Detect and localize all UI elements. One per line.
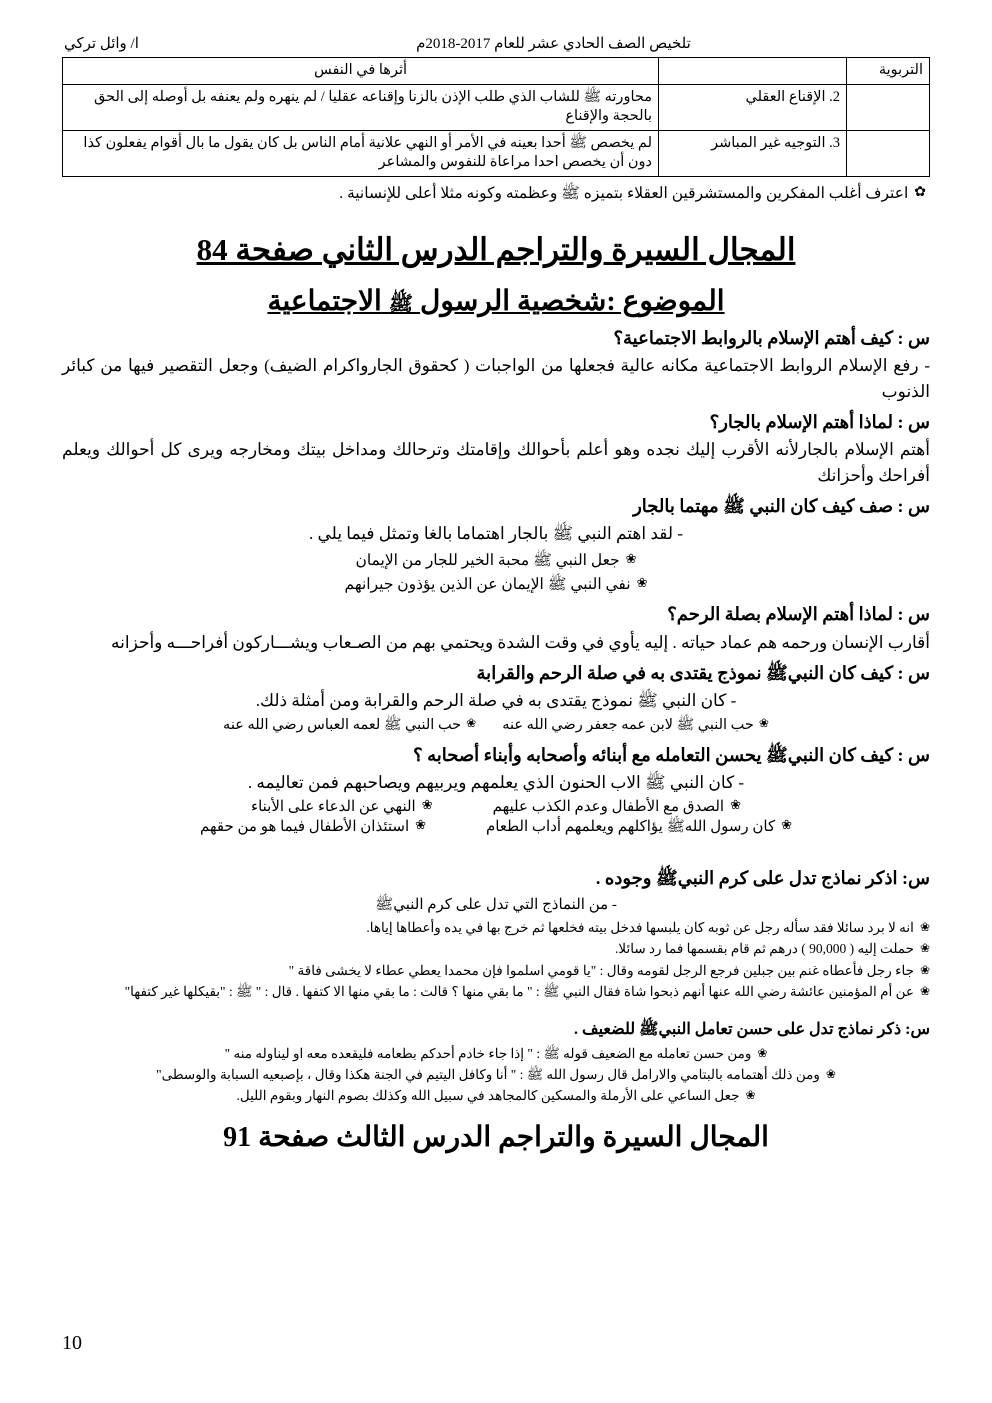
answer: أقارب الإنسان ورحمه هم عماد حياته . إليه يأوي في وقت الشدة ويحتمي بهم من الصـعاب ويشـــاركون أفراحـــه وأحزانه [111, 632, 930, 652]
list-item [493, 797, 741, 816]
answer: - لقد اهتم النبي ﷺ بالجار اهتماما بالغا وتمثل فيما يلي . [309, 524, 683, 544]
topic-title [62, 284, 930, 320]
list-item-label: نفي النبي ﷺ الإيمان عن الذين يؤذون جيرانهم [344, 576, 631, 594]
table-row [63, 84, 930, 130]
list-item-label: ومن ذلك أهتمامه بالبتامي والارامل قال رسول الله ﷺ : " أنا وكافل اليتيم في الجنة هكذا وقال ، بإصبعيه السبابة والوسطى" [156, 1066, 820, 1082]
list-item [251, 797, 433, 816]
salla-allah-icon: ﷺ [388, 292, 414, 315]
table-cell-blank [847, 130, 930, 176]
list-item-label: جعل النبي ﷺ محبة الخير للجار من الإيمان [355, 551, 620, 569]
answer: - كان النبي ﷺ الاب الحنون الذي يعلمهم ويربيهم ويصاحبهم فمن تعاليمه . [247, 772, 745, 792]
pair-row [62, 817, 930, 839]
topic-title-before: الموضوع :شخصية الرسول [420, 285, 725, 317]
flower-bullet-icon: ❀ [758, 715, 769, 730]
table-header-category: التربوية [847, 58, 930, 85]
list-item-label: حب النبي ﷺ لعمه العباس رضي الله عنه [223, 716, 462, 733]
answer: - كان النبي ﷺ نموذج يقتدى به في صلة الرحم والقرابة ومن أمثلة ذلك. [255, 691, 737, 711]
table-row [63, 130, 930, 176]
list-item [62, 982, 930, 1002]
inline-bullet-row [62, 716, 930, 737]
list-item-label: جعل الساعي على الأرملة والمسكين كالمجاهد في سبيل الله وكذلك بصوم النهار وبقوم الليل. [236, 1088, 740, 1104]
table-cell-effect: محاورته ﷺ للشاب الذي طلب الإذن بالزنا وإقناعه عقليا / لم ينهره ولم يعنفه بل أوصله إلى الحق بالحجة والإقناع [63, 84, 659, 130]
answer: - رفع الإسلام الروابط الاجتماعية مكانه عالية فجعلها من الواجبات ( كحقوق الجارواكرام الضيف) وجعل التقصير فيها من كبائر الذنوب [62, 356, 930, 401]
header-author: ا/ وائل تركي [64, 36, 139, 52]
list-item-label: ومن حسن تعامله مع الضعيف قوله ﷺ : " إذا جاء خادم أحدكم بطعامه فليقعده معه او ليناوله منه " [224, 1045, 752, 1061]
list-item-label: عن أم المؤمنين عائشة رضي الله عنها أنهم ذبحوا شاة فقال النبي ﷺ : " ما بقي منها ؟ قالت : ما بقي منها الا كتفها . قال : " ﷺ : "بقيكلها غير كتفها" [124, 983, 914, 999]
list-item-label: حب النبي ﷺ لابن عمه جعفر رضي الله عنه [502, 716, 754, 733]
page-number: 10 [62, 1332, 82, 1354]
bullet-list-generosity [62, 918, 930, 1002]
list-item [62, 1065, 930, 1085]
list-item-label: الصدق مع الأطفال وعدم الكذب عليهم [492, 799, 725, 816]
table-header-effect: أثرها في النفس [63, 58, 659, 85]
list-item-label: انه لا برد سائلا فقد سأله رجل عن ثوبه كان يلبسها فدخل بيته فخلعها ثم خرج بها في يده وأعطاها إياها. [366, 920, 914, 936]
table-header-blank [659, 58, 847, 85]
bullet-list [62, 549, 930, 597]
table-cell-label: 3. التوجيه غير المباشر [659, 130, 847, 176]
flower-bullet-icon: ❀ [757, 1045, 768, 1060]
flower-bullet-icon: ❀ [636, 575, 648, 591]
list-item [62, 1086, 930, 1106]
topic-title-after: الاجتماعية [267, 285, 382, 317]
list-item [62, 939, 930, 959]
flower-bullet-icon: ❀ [730, 797, 741, 813]
bullet-list-weak [62, 1044, 930, 1107]
pair-row [62, 797, 930, 816]
list-item [62, 961, 930, 981]
answer-generosity-lead: - من النماذج التي تدل على كرم النبيﷺ [375, 896, 617, 913]
question: س : كيف كان النبيﷺ يحسن التعامله مع أبنائه وأصحابه وأبناء أصحابه ؟ [413, 744, 930, 765]
flower-bullet-icon: ❀ [919, 962, 930, 977]
flower-bullet-icon: ❀ [421, 797, 433, 813]
list-item [223, 716, 476, 737]
flower-bullet-icon: ❀ [781, 817, 793, 833]
flower-bullet-icon: ❀ [919, 920, 930, 935]
list-item-label: النهي عن الدعاء على الأبناء [251, 799, 416, 816]
list-item-label: جاء رجل فأعطاه غنم بين جبلين فرجع الرجل لقومه وقال : "يا قومي اسلموا فإن محمدا يعطي عطاء لا يخشى فاقة " [288, 962, 914, 978]
table-header-row [63, 58, 930, 85]
list-item [62, 573, 930, 596]
flower-bullet-icon: ❀ [919, 941, 930, 956]
flower-icon: ✿ [914, 184, 926, 200]
question: س : صف كيف كان النبي ﷺ مهتما بالجار [633, 496, 930, 517]
flower-bullet-icon: ❀ [825, 1066, 836, 1081]
question-generosity: س: اذكر نماذج تدل على كرم النبيﷺ وجوده . [595, 868, 930, 889]
list-item [62, 918, 930, 938]
list-item [200, 817, 426, 839]
note-text: اعترف أغلب المفكرين والمستشرقين العقلاء بتميزه ﷺ وعظمته وكونه مثلا أعلى للإنسانية . [339, 184, 909, 202]
flower-bullet-icon: ❀ [625, 550, 637, 566]
question-weak: س: ذكر نماذج تدل على حسن تعامل النبيﷺ للضعيف . [574, 1021, 930, 1039]
flower-bullet-icon: ❀ [466, 715, 477, 730]
list-item-label: كان رسول اللهﷺ يؤاكلهم ويعلمهم أداب الطعام [486, 819, 776, 836]
header-title: تلخيص الصف الحادي عشر للعام 2017-2018م [416, 36, 691, 52]
list-item [62, 549, 930, 572]
list-item [486, 817, 792, 839]
list-item-label: استئذان الأطفال فيما هو من حقهم [199, 819, 410, 836]
list-item [502, 716, 769, 737]
question: س : كيف كان النبيﷺ نموذج يقتدى به في صلة الرحم والقرابة [476, 663, 930, 684]
answer: أهتم الإسلام بالجارلأنه الأقرب إليك نجده وهو أعلم بأحوالك وإقامتك وترحالك ومداخل بيتك ومخارجه ويرى كل أحوالك ويعلم أفراحك وأحزانك [62, 440, 930, 485]
flower-bullet-icon: ❀ [415, 817, 427, 833]
note-line [62, 183, 930, 206]
question: س : لماذا أهتم الإسلام بصلة الرحم؟ [667, 604, 930, 625]
summary-table [62, 57, 930, 177]
question: س : كيف أهتم الإسلام بالروابط الاجتماعية؟ [613, 327, 930, 348]
question: س : لماذا أهتم الإسلام بالجار؟ [709, 412, 930, 432]
table-cell-label: 2. الإقناع العقلي [659, 84, 847, 130]
table-cell-effect: لم يخصص ﷺ أحدا بعينه في الأمر أو النهي علانية أمام الناس بل كان يقول ما بال أقوام يفعلون كذا دون أن يخصص احدا مراعاة للنفوس والمشاعر [63, 130, 659, 176]
flower-bullet-icon: ❀ [919, 983, 930, 998]
table-cell-blank [847, 84, 930, 130]
page-title-bottom: المجال السيرة والتراجم الدرس الثالث صفحة 91 [223, 1122, 769, 1154]
document-header [62, 34, 930, 57]
list-item [62, 1044, 930, 1064]
qa-body [62, 326, 930, 1106]
page-title: المجال السيرة والتراجم الدرس الثاني صفحة 84 [196, 231, 796, 267]
list-item-label: حملت إليه ( 90,000 ) درهم ثم قام بقسمها فما رد سائلا. [615, 941, 914, 957]
flower-bullet-icon: ❀ [745, 1088, 756, 1103]
